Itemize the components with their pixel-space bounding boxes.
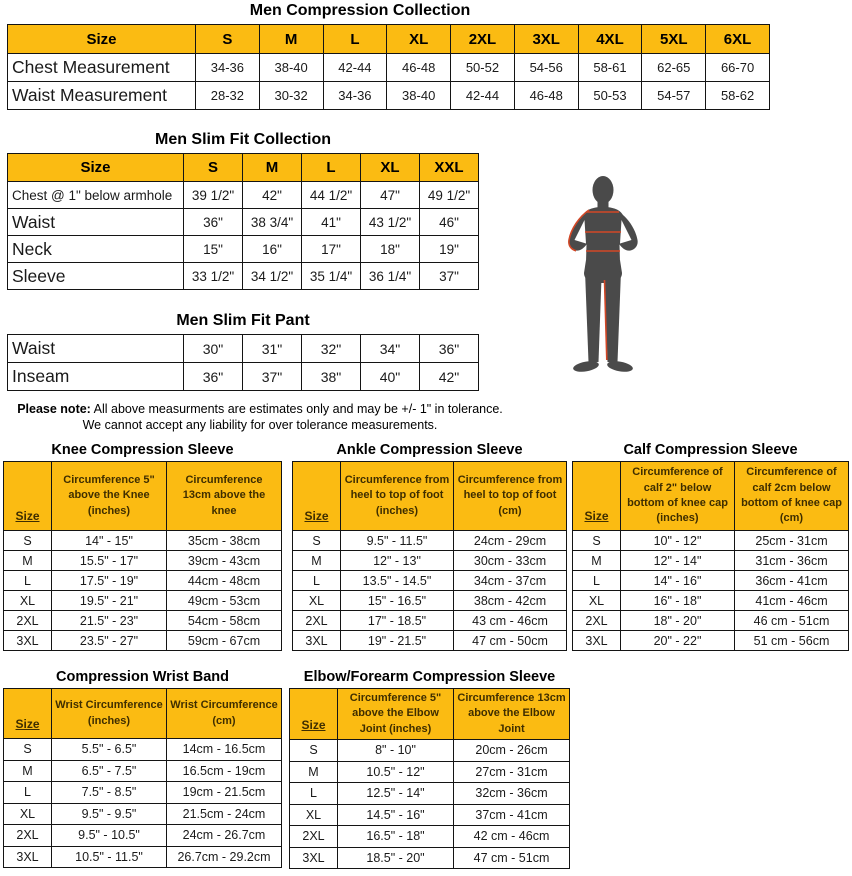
value-cell: 15.5" - 17" [52,551,167,571]
elbow-forearm-compression-sleeve-section [289,669,570,869]
header-cell: S [184,154,243,182]
value-cell: 47 cm - 50cm [454,631,567,651]
table-row [4,611,282,631]
value-cell: 25cm - 31cm [735,531,849,551]
value-cell: 5.5" - 6.5" [52,739,167,761]
table-row [293,551,567,571]
value-cell: 36cm - 41cm [735,571,849,591]
header-cell: Circumference 13cm above the Elbow Joint [454,689,570,740]
value-cell: 19cm - 21.5cm [167,782,282,804]
row-label-cell: S [290,740,338,762]
row-label-cell: XL [293,591,341,611]
row-label-cell: S [293,531,341,551]
value-cell: 16.5cm - 19cm [167,760,282,782]
value-cell: 27cm - 31cm [454,761,570,783]
value-cell: 12.5" - 14" [338,783,454,805]
value-cell: 23.5" - 27" [52,631,167,651]
header-cell: Wrist Circumference (cm) [167,689,282,739]
compression-wrist-band-section [3,669,282,868]
value-cell: 42-44 [451,82,515,110]
row-label-cell: Inseam [8,363,184,391]
table-row [573,551,849,571]
table-row [4,825,282,847]
row-label-cell: XL [573,591,621,611]
header-cell: Circumference from heel to top of foot (cm) [454,462,567,531]
figure-left-leg [585,271,602,362]
elbow-table [289,688,570,869]
table-title-men-compression: Men Compression Collection [249,2,471,19]
table-title-knee: Knee Compression Sleeve [51,442,234,458]
table-row [290,804,570,826]
calf-table [572,461,849,651]
calf-grid [572,461,849,651]
value-cell: 35cm - 38cm [167,531,282,551]
men-slim-fit-table [7,153,479,290]
table-row [293,531,567,551]
row-label-cell: M [4,551,52,571]
row-label-cell: S [4,739,52,761]
header-row [4,689,282,739]
value-cell: 28-32 [196,82,260,110]
value-cell: 34-36 [323,82,387,110]
table-row [4,631,282,651]
value-cell: 17.5" - 19" [52,571,167,591]
value-cell: 9.5" - 10.5" [52,825,167,847]
header-cell: Size [573,462,621,531]
header-cell: S [196,25,260,54]
table-row [573,611,849,631]
value-cell: 54-57 [642,82,706,110]
man-silhouette-icon [562,174,644,389]
wrist-table [3,688,282,868]
value-cell: 30" [184,335,243,363]
value-cell: 7.5" - 8.5" [52,782,167,804]
knee-compression-sleeve-section [3,442,282,651]
row-label-cell: Sleeve [8,263,184,290]
elbow-grid [289,688,570,869]
header-row [8,25,770,54]
table-row [4,782,282,804]
value-cell: 37" [420,263,479,290]
knee-table [3,461,282,651]
header-row [573,462,849,531]
value-cell: 38-40 [387,82,451,110]
tolerance-note [4,401,516,434]
table-row [290,847,570,869]
row-label-cell: Neck [8,236,184,263]
value-cell: 66-70 [706,54,770,82]
value-cell: 34" [361,335,420,363]
row-label-cell: 3XL [290,847,338,869]
table-row [573,571,849,591]
value-cell: 30-32 [259,82,323,110]
value-cell: 13.5" - 14.5" [341,571,454,591]
header-cell: 2XL [451,25,515,54]
value-cell: 46-48 [387,54,451,82]
value-cell: 20" - 22" [621,631,735,651]
wrist-grid [3,688,282,868]
value-cell: 58-62 [706,82,770,110]
table-row [8,236,479,263]
header-cell: Circumference of calf 2" below bottom of knee cap (inches) [621,462,735,531]
table-row [4,531,282,551]
table-row [4,760,282,782]
table-row [8,209,479,236]
value-cell: 10.5" - 11.5" [52,846,167,868]
knee-grid [3,461,282,651]
value-cell: 36 1/4" [361,263,420,290]
value-cell: 54cm - 58cm [167,611,282,631]
value-cell: 16" - 18" [621,591,735,611]
table-title-elbow: Elbow/Forearm Compression Sleeve [303,669,556,685]
table-row [8,335,479,363]
men-slim-fit-pant-table [7,334,479,391]
value-cell: 12" - 14" [621,551,735,571]
header-cell: Wrist Circumference (inches) [52,689,167,739]
value-cell: 19" [420,236,479,263]
value-cell: 10.5" - 12" [338,761,454,783]
value-cell: 62-65 [642,54,706,82]
figure-head [593,176,614,204]
value-cell: 40" [361,363,420,391]
row-label-cell: 2XL [4,611,52,631]
header-cell: XL [361,154,420,182]
compression-grid [7,24,770,110]
value-cell: 36" [184,209,243,236]
table-title-slim-fit-pant: Men Slim Fit Pant [176,312,310,329]
value-cell: 31" [243,335,302,363]
table-row [4,846,282,868]
header-cell: 3XL [514,25,578,54]
table-row [573,591,849,611]
row-label-cell: XL [4,591,52,611]
row-label-cell: 2XL [293,611,341,631]
header-cell: 4XL [578,25,642,54]
table-row [290,740,570,762]
row-label-cell: XL [4,803,52,825]
row-label-cell: S [573,531,621,551]
table-row [8,363,479,391]
value-cell: 44 1/2" [302,182,361,209]
header-cell: XL [387,25,451,54]
note-prefix: Please note: [17,402,91,416]
value-cell: 17" - 18.5" [341,611,454,631]
value-cell: 26.7cm - 29.2cm [167,846,282,868]
value-cell: 39cm - 43cm [167,551,282,571]
value-cell: 42" [243,182,302,209]
row-label-cell: 3XL [4,846,52,868]
table-row [4,551,282,571]
header-cell: Size [4,689,52,739]
table-row [293,631,567,651]
value-cell: 59cm - 67cm [167,631,282,651]
row-label-cell: Waist [8,335,184,363]
row-label-cell: 3XL [573,631,621,651]
value-cell: 50-53 [578,82,642,110]
ankle-compression-sleeve-section [292,442,567,651]
row-label-cell: L [4,571,52,591]
table-row [293,591,567,611]
value-cell: 21.5cm - 24cm [167,803,282,825]
row-label-cell: 2XL [4,825,52,847]
value-cell: 32" [302,335,361,363]
value-cell: 6.5" - 7.5" [52,760,167,782]
table-title-calf: Calf Compression Sleeve [623,442,798,458]
value-cell: 34 1/2" [243,263,302,290]
table-row [573,631,849,651]
value-cell: 41cm - 46cm [735,591,849,611]
header-cell: Size [290,689,338,740]
row-label-cell: M [4,760,52,782]
header-row [8,154,479,182]
header-cell: Size [4,462,52,531]
value-cell: 15" - 16.5" [341,591,454,611]
table-row [8,54,770,82]
value-cell: 17" [302,236,361,263]
value-cell: 51 cm - 56cm [735,631,849,651]
header-row [290,689,570,740]
men-slim-fit-pant-section [7,312,479,391]
row-label-cell: M [573,551,621,571]
header-cell: L [323,25,387,54]
table-row [290,783,570,805]
table-row [573,531,849,551]
value-cell: 18.5" - 20" [338,847,454,869]
value-cell: 34cm - 37cm [454,571,567,591]
table-row [8,263,479,290]
row-label-cell: Chest @ 1" below armhole [8,182,184,209]
value-cell: 31cm - 36cm [735,551,849,571]
value-cell: 12" - 13" [341,551,454,571]
value-cell: 14" - 15" [52,531,167,551]
men-compression-table [7,24,770,110]
row-label-cell: 3XL [4,631,52,651]
header-cell: Circumference 5" above the Knee (inches) [52,462,167,531]
header-cell: Circumference 13cm above the knee [167,462,282,531]
value-cell: 15" [184,236,243,263]
value-cell: 34-36 [196,54,260,82]
header-cell: 5XL [642,25,706,54]
row-label-cell: Waist Measurement [8,82,196,110]
header-cell: L [302,154,361,182]
value-cell: 42" [420,363,479,391]
men-slim-fit-collection-section [7,131,479,290]
value-cell: 16.5" - 18" [338,826,454,848]
table-row [4,591,282,611]
value-cell: 58-61 [578,54,642,82]
table-row [4,571,282,591]
table-title-slim-fit: Men Slim Fit Collection [154,131,331,148]
row-label-cell: L [293,571,341,591]
value-cell: 14" - 16" [621,571,735,591]
value-cell: 44cm - 48cm [167,571,282,591]
header-cell: XXL [420,154,479,182]
header-cell: M [259,25,323,54]
value-cell: 37" [243,363,302,391]
man-figure-graphic [562,174,644,389]
value-cell: 49cm - 53cm [167,591,282,611]
value-cell: 38cm - 42cm [454,591,567,611]
value-cell: 32cm - 36cm [454,783,570,805]
row-label-cell: Waist [8,209,184,236]
table-row [8,82,770,110]
value-cell: 46 cm - 51cm [735,611,849,631]
header-cell: 6XL [706,25,770,54]
slim_fit_pant-grid [7,334,479,391]
ankle-grid [292,461,567,651]
header-row [293,462,567,531]
note-line1: All above measurments are estimates only and may be +/- 1" in tolerance. [90,402,503,416]
slim_fit-grid [7,153,479,290]
value-cell: 54-56 [514,54,578,82]
row-label-cell: S [4,531,52,551]
value-cell: 38" [302,363,361,391]
value-cell: 47" [361,182,420,209]
row-label-cell: 3XL [293,631,341,651]
value-cell: 38 3/4" [243,209,302,236]
table-row [4,739,282,761]
ankle-table [292,461,567,651]
table-title-wrist: Compression Wrist Band [56,669,229,685]
row-label-cell: L [4,782,52,804]
row-label-cell: Chest Measurement [8,54,196,82]
table-title-ankle: Ankle Compression Sleeve [336,442,523,458]
value-cell: 24cm - 29cm [454,531,567,551]
header-cell: Size [293,462,341,531]
row-label-cell: M [290,761,338,783]
value-cell: 18" [361,236,420,263]
header-cell: Circumference 5" above the Elbow Joint (inches) [338,689,454,740]
value-cell: 30cm - 33cm [454,551,567,571]
value-cell: 14cm - 16.5cm [167,739,282,761]
header-cell: M [243,154,302,182]
row-label-cell: L [573,571,621,591]
table-row [293,571,567,591]
value-cell: 14.5" - 16" [338,804,454,826]
header-cell: Size [8,25,196,54]
note-line2: We cannot accept any liability for over tolerance measurements. [82,418,438,433]
value-cell: 9.5" - 11.5" [341,531,454,551]
value-cell: 39 1/2" [184,182,243,209]
value-cell: 8" - 10" [338,740,454,762]
value-cell: 18" - 20" [621,611,735,631]
value-cell: 49 1/2" [420,182,479,209]
header-row [4,462,282,531]
value-cell: 47 cm - 51cm [454,847,570,869]
table-row [4,803,282,825]
value-cell: 10" - 12" [621,531,735,551]
value-cell: 24cm - 26.7cm [167,825,282,847]
value-cell: 19" - 21.5" [341,631,454,651]
value-cell: 42 cm - 46cm [454,826,570,848]
value-cell: 36" [420,335,479,363]
value-cell: 9.5" - 9.5" [52,803,167,825]
header-cell: Size [8,154,184,182]
value-cell: 20cm - 26cm [454,740,570,762]
row-label-cell: 2XL [290,826,338,848]
value-cell: 33 1/2" [184,263,243,290]
value-cell: 37cm - 41cm [454,804,570,826]
value-cell: 46" [420,209,479,236]
table-row [290,761,570,783]
row-label-cell: XL [290,804,338,826]
row-label-cell: L [290,783,338,805]
value-cell: 21.5" - 23" [52,611,167,631]
value-cell: 43 1/2" [361,209,420,236]
value-cell: 36" [184,363,243,391]
header-cell: Circumference of calf 2cm below bottom of knee cap (cm) [735,462,849,531]
value-cell: 41" [302,209,361,236]
value-cell: 38-40 [259,54,323,82]
value-cell: 43 cm - 46cm [454,611,567,631]
value-cell: 16" [243,236,302,263]
calf-compression-sleeve-section [572,442,849,651]
value-cell: 35 1/4" [302,263,361,290]
table-row [290,826,570,848]
value-cell: 46-48 [514,82,578,110]
row-label-cell: 2XL [573,611,621,631]
value-cell: 50-52 [451,54,515,82]
row-label-cell: M [293,551,341,571]
table-row [293,611,567,631]
men-compression-collection-section [7,2,770,110]
value-cell: 42-44 [323,54,387,82]
value-cell: 19.5" - 21" [52,591,167,611]
table-row [8,182,479,209]
header-cell: Circumference from heel to top of foot (inches) [341,462,454,531]
